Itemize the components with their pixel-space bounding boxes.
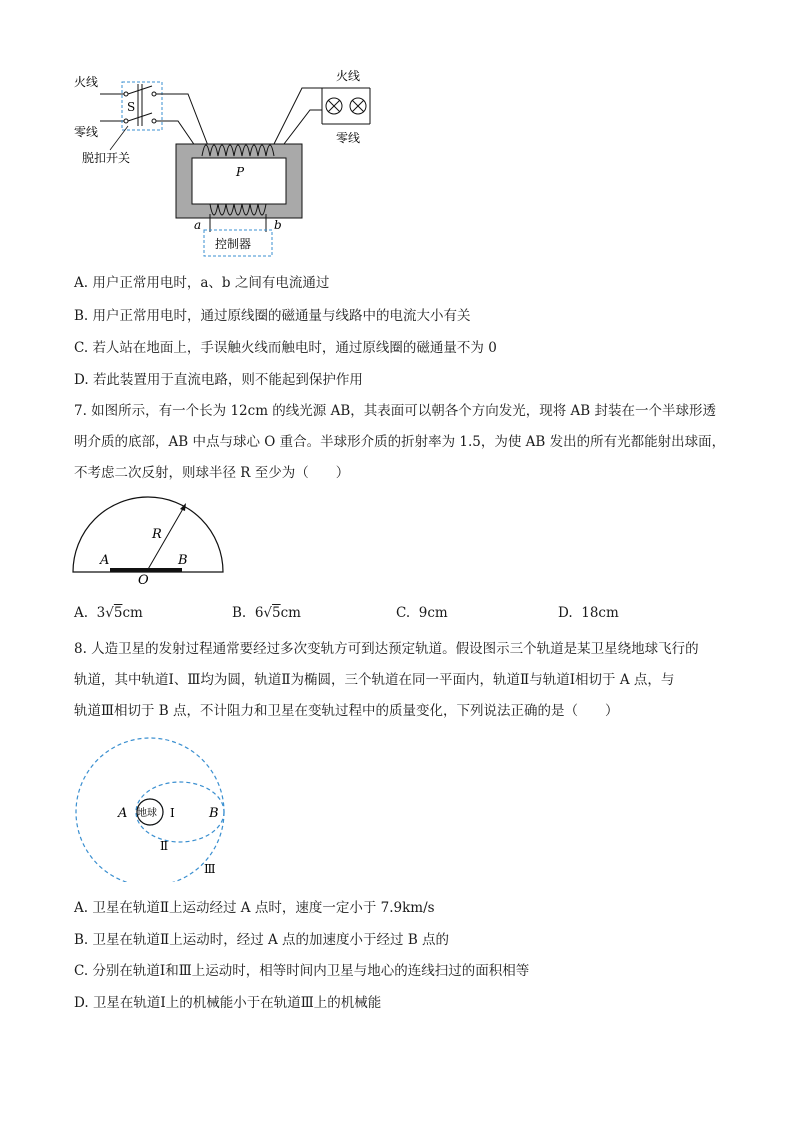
- orbit-figure: [70, 732, 245, 882]
- hemisphere-figure: [70, 494, 230, 586]
- neutral-wire-label-left: 零线: [74, 125, 99, 139]
- orbit-1-label: Ⅰ: [170, 806, 175, 820]
- option-letter: C.: [74, 340, 89, 356]
- option-text: 用户正常用电时，a、b 之间有电流通过: [92, 275, 330, 291]
- option-radicand: 5: [272, 605, 281, 621]
- leakage-protector-figure: [70, 64, 380, 264]
- q6-option-b: [74, 306, 471, 326]
- lamp-icon: [350, 98, 366, 114]
- option-letter: A.: [74, 275, 89, 291]
- option-letter: A.: [74, 605, 89, 621]
- live-wire-label-left: 火线: [74, 75, 99, 89]
- q6-option-a: [74, 273, 329, 293]
- orbit-2-label: Ⅱ: [160, 839, 169, 853]
- point-b-label: B: [209, 806, 219, 821]
- orbit-3-label: Ⅲ: [204, 862, 216, 876]
- sqrt-symbol: √: [263, 605, 273, 621]
- point-a-label: A: [118, 806, 128, 821]
- option-letter: B.: [74, 932, 89, 948]
- option-letter: D.: [74, 372, 89, 388]
- terminal-b-label: b: [274, 218, 282, 232]
- q7-stem-line1: 7. 如图所示，有一个长为 12cm 的线光源 AB，其表面可以朝各个方向发光，现将 AB 封装在一个半球形透: [74, 403, 717, 419]
- terminal-a-label: a: [194, 218, 202, 232]
- q7-stem-line2: 明介质的底部，AB 中点与球心 O 重合。半球形介质的折射率为 1.5，为使 AB 发出的所有光都能射出球面，: [74, 434, 726, 450]
- option-text: 若此装置用于直流电路，则不能起到保护作用: [92, 372, 363, 388]
- controller-label: 控制器: [215, 237, 252, 251]
- q7-stem-line3: 不考虑二次反射，则球半径 R 至少为（ ）: [74, 465, 350, 481]
- option-text: 18cm: [581, 605, 619, 621]
- option-letter: C.: [74, 963, 89, 979]
- point-a-label: A: [100, 553, 110, 568]
- q8-stem-line1: 8. 人造卫星的发射过程通常要经过多次变轨方可到达预定轨道。假设图示三个轨道是某卫星绕地球飞行的: [74, 641, 699, 657]
- option-text: 卫星在轨道Ⅰ上的机械能小于在轨道Ⅲ上的机械能: [92, 995, 382, 1011]
- option-text: 分别在轨道Ⅰ和Ⅲ上运动时，相等时间内卫星与地心的连线扫过的面积相等: [92, 963, 530, 979]
- option-text: 卫星在轨道Ⅱ上运动经过 A 点时，速度一定小于 7.9km/s: [92, 900, 435, 916]
- q7-option-c: [396, 603, 448, 623]
- option-letter: D.: [558, 605, 573, 621]
- option-unit: cm: [122, 605, 143, 621]
- core-label: P: [236, 165, 245, 179]
- neutral-wire-label-right: 零线: [336, 131, 361, 145]
- q8-option-c: [74, 961, 529, 981]
- option-coefficient: 6: [254, 605, 264, 621]
- sqrt-symbol: √: [105, 605, 114, 621]
- option-radicand: 5: [113, 605, 123, 621]
- point-b-label: B: [178, 553, 188, 568]
- option-text: 9cm: [418, 605, 448, 621]
- option-letter: D.: [74, 995, 89, 1011]
- option-letter: B.: [232, 605, 247, 621]
- lamp-icon: [326, 98, 342, 114]
- q7-option-b: [232, 603, 301, 623]
- q8-option-a: [74, 898, 435, 918]
- switch-label: S: [127, 100, 136, 114]
- q6-option-d: [74, 370, 363, 390]
- q8-stem-line2: 轨道，其中轨道Ⅰ、Ⅲ均为圆，轨道Ⅱ为椭圆，三个轨道在同一平面内，轨道Ⅱ与轨道Ⅰ相切于 A 点，与: [74, 672, 675, 688]
- q8-stem-line3: 轨道Ⅲ相切于 B 点，不计阻力和卫星在变轨过程中的质量变化，下列说法正确的是（ ）: [74, 703, 619, 719]
- q8-option-b: [74, 930, 449, 950]
- option-letter: C.: [396, 605, 411, 621]
- point-o-label: O: [138, 573, 149, 586]
- hemisphere-outline: [73, 497, 223, 572]
- earth-label: 地球: [137, 808, 157, 819]
- option-coefficient: 3: [96, 605, 106, 621]
- q6-option-c: [74, 338, 497, 358]
- option-unit: cm: [280, 605, 301, 621]
- q8-option-d: [74, 993, 381, 1013]
- option-text: 卫星在轨道Ⅱ上运动时，经过 A 点的加速度小于经过 B 点的: [92, 932, 450, 948]
- option-letter: B.: [74, 308, 89, 324]
- trip-switch-label: 脱扣开关: [82, 151, 131, 165]
- option-text: 用户正常用电时，通过原线圈的磁通量与线路中的电流大小有关: [92, 308, 471, 324]
- q7-option-d: [558, 603, 619, 623]
- live-wire-label-right: 火线: [336, 69, 361, 83]
- option-text: 若人站在地面上，手误触火线而触电时，通过原线圈的磁通量不为 0: [92, 340, 497, 356]
- q7-option-a: [74, 603, 143, 623]
- option-letter: A.: [74, 900, 89, 916]
- radius-label: R: [152, 527, 162, 542]
